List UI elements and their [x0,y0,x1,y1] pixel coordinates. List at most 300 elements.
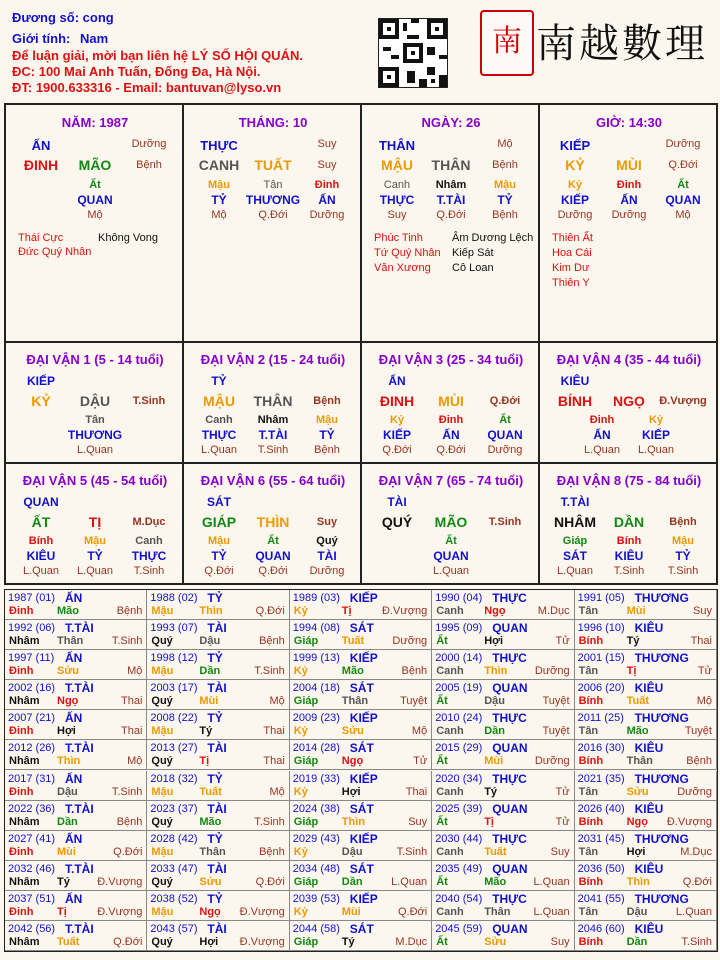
year-state: Dưỡng [534,755,570,768]
dai-van-state: Bệnh [669,516,697,528]
pillar-hidden: Kỷ [567,179,583,191]
year-chi: Sửu [57,665,80,678]
year-state: Đ.Vượng [382,605,428,617]
dai-van-hidden-state: T.Sinh [613,565,645,577]
year-can: Ất [436,635,448,648]
year-chi: Hợi [341,785,361,798]
year-star: T.TÀI [65,861,94,876]
year-chi: Sửu [199,875,222,888]
year-can: Mậu [151,725,174,738]
dai-van-hidden-star: THỰC [201,428,237,442]
year-state: Q.Đới [255,605,285,617]
year-star: SÁT [349,741,374,756]
year-can: Bính [578,695,604,708]
seal-stamp: 南 [480,10,534,76]
year-can: Bính [578,755,604,768]
year-state: Đ.Vượng [239,935,285,948]
year-state: T.Sinh [111,785,143,798]
year-can: Nhâm [9,935,40,948]
year-can: Nhâm [9,875,40,888]
year-star: THƯƠNG [634,891,689,906]
year-star: THƯƠNG [634,711,689,726]
dai-van-chi: TỊ [88,514,102,530]
year-star: THỰC [492,591,527,605]
pillar-hidden: Canh [383,179,411,191]
year-state: Bệnh [401,665,428,678]
year-cell [432,801,574,831]
year-cell [147,801,289,831]
dai-van-hidden: Canh [135,535,163,547]
pillar-can: CANH [198,157,240,173]
dai-van-star: SÁT [207,495,231,509]
shen-sha: Thái Cực [18,232,64,244]
gender-line [12,31,108,46]
year-star: THƯƠNG [634,771,689,786]
dai-van-hidden-star: TỶ [319,428,335,442]
year-chi: Thân [626,755,653,768]
year-label: 2002 (16) [8,682,56,695]
pillar-title: THÁNG: 10 [238,115,308,130]
year-label: 2019 (33) [292,772,340,785]
pillar-sub: Dưỡng [309,209,345,221]
year-state: Đ.Vượng [97,875,143,888]
year-label: 2026 (40) [577,802,625,815]
pillar-star: T.TÀI [436,193,466,207]
pillar-hour [539,104,717,342]
year-can: Quý [151,695,173,708]
dai-van-hidden: Mậu [672,535,694,547]
year-label: 1993 (07) [150,622,198,635]
year-can: Bính [578,815,604,828]
pillar-hidden: Tân [263,179,283,191]
year-label: 1992 (06) [8,622,56,635]
year-label: 2032 (46) [8,862,56,875]
dai-van-hidden-state: L.Quan [76,444,114,456]
year-can: Canh [436,665,464,678]
year-cell [575,740,717,770]
logo: 南越數理 [536,21,708,67]
year-label: 2043 (57) [150,922,198,935]
year-can: Giáp [293,875,319,888]
year-state: Đ.Vượng [97,905,143,918]
dai-van-hidden: Mậu [84,535,106,547]
pillar-sub: Dưỡng [611,209,647,221]
year-can: Đinh [9,845,34,858]
year-can: Mậu [151,665,174,678]
year-label: 2041 (55) [577,892,625,905]
year-chi: Tị [57,905,67,918]
year-can: Giáp [293,635,319,648]
shen-sha: Thiên Y [552,277,590,289]
dai-van-hidden-star: THỰC [131,549,167,563]
year-cell [432,740,574,770]
year-star: THỰC [492,771,527,786]
dai-van-hidden-star: THƯƠNG [67,428,123,442]
year-can: Ất [436,815,448,828]
dai-van-title: ĐẠI VẬN 3 (25 - 34 tuổi) [378,352,524,367]
pillar-star: THƯƠNG [245,193,301,207]
year-label: 2004 (18) [292,682,340,695]
year-label: 2036 (50) [577,862,625,875]
year-chi: Mùi [341,905,361,918]
year-chi: Hợi [57,725,76,738]
year-can: Mậu [151,605,174,617]
year-label: 1995 (09) [435,622,483,635]
dai-van-box [361,463,539,584]
year-state: Mộ [127,665,143,678]
year-chi: Tị [341,605,352,617]
dai-van-hidden-star: KIÊU [26,549,56,563]
year-cell [290,801,432,831]
year-star: KIẾP [349,831,378,846]
year-star: KIẾP [349,651,378,666]
year-state: Bệnh [686,755,712,768]
year-cell [575,921,717,951]
year-state: Dưỡng [677,785,712,798]
dai-van-box [183,463,361,584]
year-star: THƯƠNG [634,831,689,846]
year-cell [5,921,147,951]
year-chi: Dậu [199,635,221,648]
year-label: 2016 (30) [577,742,625,755]
year-can: Kỷ [293,785,308,798]
year-chi: Mão [626,725,649,738]
year-star: SÁT [349,921,374,936]
year-can: Nhâm [9,695,40,708]
year-chi: Tuất [341,635,365,648]
year-cell [147,740,289,770]
year-cell [290,771,432,801]
dai-van-chi: NGỌ [613,393,645,409]
pillar-top-state: Mộ [497,138,513,150]
year-can: Canh [436,605,464,617]
dai-van-hidden-state: Q.Đới [258,565,288,577]
dai-van-hidden-state: L.Quan [556,565,594,577]
year-chi: Tị [626,665,637,678]
year-label: 2003 (17) [150,682,198,695]
year-state: Tử [697,665,712,678]
year-can: Ất [436,695,448,708]
year-label: 2046 (60) [577,922,625,935]
dai-van-can: GIÁP [201,514,237,530]
pillar-state: Q.Đới [668,159,698,171]
year-label: 2024 (38) [292,802,340,815]
year-chi: Mão [57,605,79,617]
dai-van-hidden: Kỷ [389,414,405,426]
pillar-hidden: Mậu [208,179,230,191]
dai-van-box [539,342,717,463]
shen-sha: Thiên Ất [552,232,593,244]
year-chi: Thìn [57,755,81,768]
dai-van-hidden-star: T.TÀI [258,428,288,442]
year-label: 2029 (43) [292,832,340,845]
year-label: 2033 (47) [150,862,198,875]
year-label: 2008 (22) [150,712,198,725]
year-star: KIẾP [349,711,378,726]
year-state: Bệnh [259,845,285,858]
year-chi: Sửu [626,785,649,798]
dai-van-hidden: Ất [499,414,511,426]
dai-van-hidden-state: T.Sinh [667,565,699,577]
year-state: T.Sinh [254,815,285,828]
pillar-star: KIẾP [560,193,589,207]
year-state: Mộ [411,725,428,738]
year-star: TỶ [207,591,223,605]
year-chi: Tuất [57,935,80,948]
year-label: 2037 (51) [8,892,56,905]
year-label: 1996 (10) [577,622,625,635]
owner-line: Đương số: cong [12,10,114,25]
year-can: Ất [436,875,448,888]
year-state: Dưỡng [392,635,428,648]
shen-sha: Cô Loan [452,262,494,274]
year-star: KIÊU [634,681,664,696]
pillar-sub: Q.Đới [436,209,466,221]
dai-van-hidden: Đinh [438,414,464,426]
year-can: Quý [151,635,173,648]
year-cell [290,921,432,951]
year-state: T.Sinh [396,845,428,858]
year-can: Giáp [293,935,319,948]
pillar-can: KỶ [565,157,585,173]
year-can: Bính [578,635,604,648]
year-chi: Mão [484,875,507,888]
year-label: 2031 (45) [577,832,625,845]
chart-grid [4,103,718,585]
year-chi: Ngọ [626,815,648,828]
year-label: 2039 (53) [292,892,340,905]
pillar-can: ĐINH [23,157,59,173]
year-chi: Mùi [57,845,76,858]
year-cell [575,831,717,861]
dai-van-hidden-state: L.Quan [637,444,675,456]
gender-label: Giới tính: [12,31,71,46]
year-label: 2015 (29) [435,742,483,755]
year-state: Thai [120,725,143,738]
dai-van-hidden: Tân [85,414,105,426]
year-state: Mộ [127,755,143,768]
dai-van-hidden-star: KIẾP [382,428,411,442]
dai-van-chi: DẬU [79,393,111,409]
pillar-top-star: KIẾP [559,138,591,153]
dai-van-hidden-star: QUAN [487,428,523,442]
year-cell [575,620,717,650]
year-cell [147,771,289,801]
year-can: Mậu [151,845,174,858]
year-state: Thai [263,755,285,768]
year-state: Tuyệt [684,725,712,738]
year-can: Nhâm [9,755,40,768]
year-label: 1991 (05) [577,592,625,604]
year-chi: Tuất [199,785,222,798]
pillar-sub: Mộ [675,209,691,221]
year-state: Suy [550,845,570,858]
year-star: KIẾP [349,591,378,605]
year-cell [147,831,289,861]
year-chi: Dậu [341,845,363,858]
year-chi: Tý [57,875,70,888]
year-state: L.Quan [675,905,712,918]
year-label: 2001 (15) [577,652,625,665]
year-cell [575,801,717,831]
dai-van-title: ĐẠI VẬN 8 (75 - 84 tuổi) [556,473,702,488]
year-star: ẤN [65,711,83,726]
year-cell [432,650,574,680]
dai-van-hidden-state: Q.Đới [382,444,412,456]
year-cell [290,710,432,740]
dai-van-hidden-star: KIÊU [614,549,644,563]
pillar-hidden: Mậu [494,179,516,191]
year-state: Suy [693,605,712,617]
year-label: 1994 (08) [292,622,340,635]
year-star: KIẾP [349,891,378,906]
year-can: Tân [578,905,599,918]
year-cell [290,861,432,891]
pillar-month [183,104,361,342]
year-cell [5,740,147,770]
dai-van-hidden-star: QUAN [255,549,291,563]
year-star: ẤN [65,651,83,666]
dai-van-box [539,463,717,584]
year-can: Đinh [9,605,34,617]
year-star: SÁT [349,621,374,636]
year-can: Đinh [9,785,34,798]
year-cell [290,680,432,710]
year-can: Kỷ [293,665,308,678]
header [0,0,720,100]
year-cell [432,620,574,650]
year-label: 1999 (13) [292,652,340,665]
year-state: Thai [120,695,143,708]
year-label: 2006 (20) [577,682,625,695]
dai-van-hidden: Ất [267,535,279,547]
year-state: Suy [408,815,428,828]
year-chi: Tuất [484,845,507,858]
year-label: 2013 (27) [150,742,198,755]
pillar-hidden: Nhâm [435,179,467,191]
year-chi: Tị [199,755,210,768]
year-star: THỰC [492,651,527,666]
year-state: Tử [555,785,570,798]
dai-van-hidden-state: Q.Đới [204,565,234,577]
dai-van-state: M.Dục [132,516,166,528]
shen-sha: Văn Xương [374,262,431,274]
year-chi: Dần [484,725,505,738]
year-can: Mậu [151,905,174,918]
dai-van-hidden: Ất [445,535,457,547]
year-chi: Sửu [484,935,507,948]
dai-van-hidden: Bính [28,535,54,547]
dai-van-can: BÍNH [557,393,593,409]
pillar-hidden: Ất [677,179,689,191]
year-star: QUAN [492,921,528,936]
year-label: 1998 (12) [150,652,198,665]
year-chi: Tý [626,635,640,648]
year-can: Canh [436,845,464,858]
dai-van-hidden-star: TỶ [675,549,691,563]
year-chi: Dần [341,875,363,888]
year-star: THỰC [492,891,527,906]
pillar-year [5,104,183,342]
pillar-star: TỶ [497,193,513,207]
dai-van-title: ĐẠI VẬN 7 (65 - 74 tuổi) [378,473,524,488]
year-label: 2035 (49) [435,862,483,875]
year-can: Quý [151,935,173,948]
pillar-star: QUAN [665,193,701,207]
year-chi: Hợi [199,935,219,948]
contact-line: Để luận giải, mời bạn liên hệ LÝ SỐ HỘI QUÁN. [12,48,303,63]
year-cell [432,710,574,740]
pillar-star: QUAN [77,193,113,207]
year-chi: Mão [199,815,222,828]
year-can: Đinh [9,725,34,738]
year-state: Mộ [269,785,285,798]
dai-van-hidden-state: L.Quan [76,565,114,577]
year-state: Q.Đới [397,905,428,918]
dai-van-hidden: Bính [616,535,642,547]
year-cell [5,620,147,650]
pillar-star: ẤN [620,193,638,207]
shen-sha: Hoa Cái [552,247,592,259]
dai-van-hidden-state: T.Sinh [257,444,289,456]
year-chi: Hợi [626,845,646,858]
dai-van-hidden: Kỷ [648,414,664,426]
year-can: Canh [436,785,464,798]
dai-van-state: Đ.Vượng [659,395,707,407]
pillar-title: NĂM: 1987 [61,115,129,130]
dai-van-star: ẤN [388,374,406,388]
year-can: Bính [578,935,604,948]
pillar-top-state: Dưỡng [131,138,167,150]
dai-van-hidden: Mậu [208,535,230,547]
pillar-title: NGÀY: 26 [421,115,481,130]
year-state: Dưỡng [534,665,570,678]
year-star: ẤN [65,831,83,846]
year-label: 2011 (25) [577,712,624,725]
year-chi: Ngọ [199,905,221,918]
year-chi: Tý [341,935,355,948]
year-label: 2010 (24) [435,712,483,725]
year-can: Quý [151,875,173,888]
dai-van-hidden-state: Q.Đới [436,444,466,456]
year-chi: Tuất [626,695,649,708]
year-label: 2030 (44) [435,832,483,845]
pillar-sub: Q.Đới [258,209,288,221]
year-can: Canh [436,725,464,738]
pillar-sub: Mộ [211,209,227,221]
year-cell [5,831,147,861]
pillar-top-star: THÂN [378,138,416,153]
year-label: 2009 (23) [292,712,340,725]
year-star: THƯƠNG [634,591,689,605]
year-chi: Thân [341,695,369,708]
pillar-sub: Suy [387,209,407,221]
address-line: ĐC: 100 Mai Anh Tuấn, Đống Đa, Hà Nội. [12,64,261,79]
year-star: TÀI [207,681,227,696]
year-state: T.Sinh [254,665,285,678]
year-cell [432,590,574,620]
year-state: M.Dục [395,935,428,948]
dai-van-hidden-star: ẤN [442,428,460,442]
dai-van-can: ẤT [31,514,51,530]
year-cell [432,831,574,861]
annual-luck-grid [4,589,718,952]
year-chi: Mùi [199,695,219,708]
dai-van-box [361,342,539,463]
year-label: 1997 (11) [8,652,55,665]
year-cell [575,771,717,801]
year-chi: Mùi [484,755,504,768]
